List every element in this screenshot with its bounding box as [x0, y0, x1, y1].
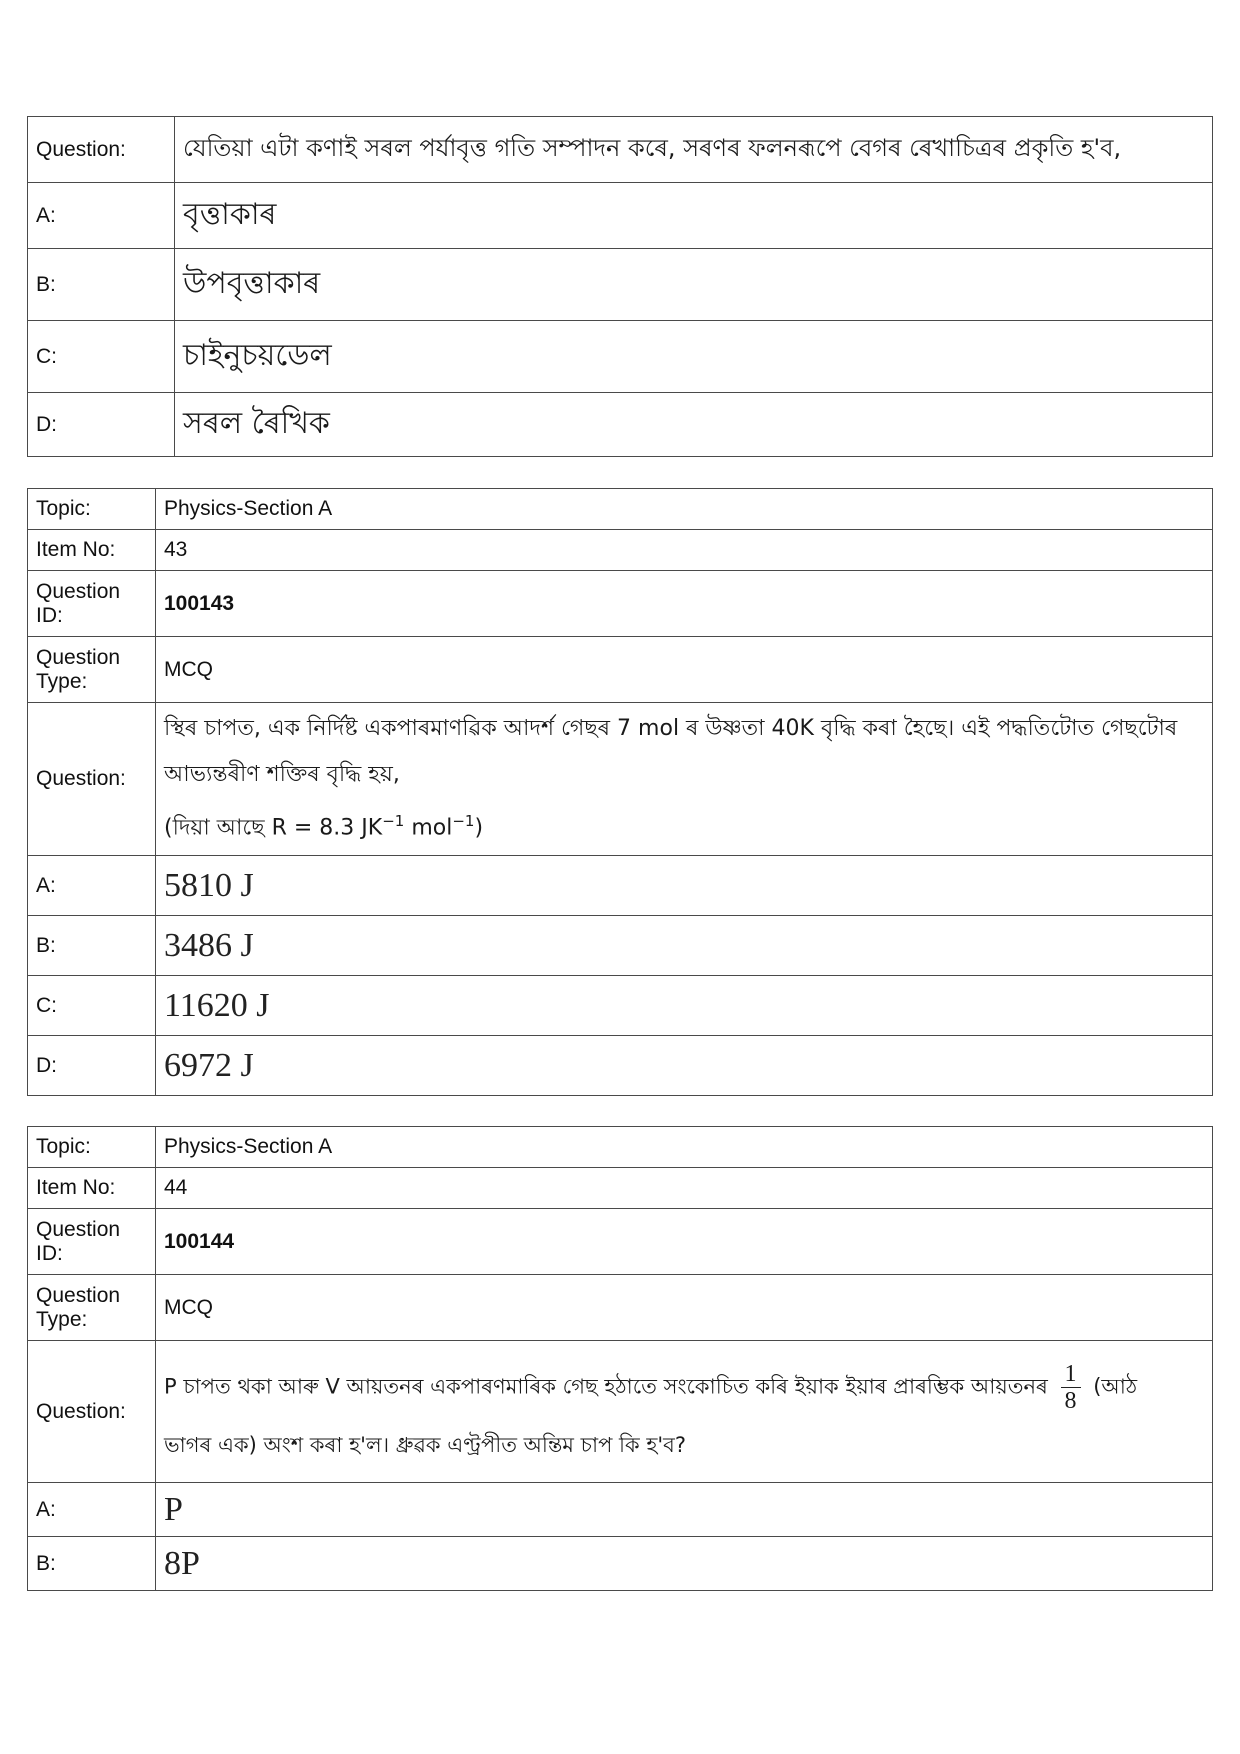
option-text: চাইনুচয়ডেল [175, 321, 1213, 393]
option-text: 5810 J [156, 856, 1213, 916]
question-text [156, 703, 1213, 856]
question-id-value: 100144 [156, 1209, 1213, 1275]
question-id-label: Question ID: [28, 1209, 156, 1275]
question-line-3: (দিয়া আছে R = 8.3 $JK^{-1}$ mol$^{-1}$) [164, 812, 484, 841]
option-label: C: [28, 976, 156, 1036]
question-label: Question: [28, 1341, 156, 1483]
option-label: B: [28, 1537, 156, 1591]
question-text: যেতিয়া এটা কণাই সৰল পৰ্যাবৃত্ত গতি সম্পাদন কৰে, সৰণৰ ফলনৰূপে বেগৰ ৰেখাচিত্ৰৰ প্ৰকৃতি হ'ব, [175, 117, 1213, 183]
option-row-a [28, 1483, 1213, 1537]
option-row-b [28, 1537, 1213, 1591]
option-row-b [28, 249, 1213, 321]
item-no-row [28, 1168, 1213, 1209]
option-row-b [28, 916, 1213, 976]
topic-row [28, 1127, 1213, 1168]
topic-row [28, 489, 1213, 530]
option-label: B: [28, 916, 156, 976]
option-text: 11620 J [156, 976, 1213, 1036]
question-text [156, 1341, 1213, 1483]
item-no-row [28, 530, 1213, 571]
question-table-2 [27, 488, 1213, 1096]
question-line-2: ভাগৰ এক) অংশ কৰা হ'ল। ধ্ৰুৱক এণ্ট্ৰপীত অন্তিম চাপ কি হ'ব? [164, 1433, 687, 1457]
option-label: C: [28, 321, 175, 393]
item-no-label: Item No: [28, 1168, 156, 1209]
option-row-d [28, 393, 1213, 457]
topic-value: Physics-Section A [156, 1127, 1213, 1168]
question-table-3 [27, 1126, 1213, 1591]
option-label: A: [28, 1483, 156, 1537]
question-table-1 [27, 116, 1213, 457]
option-text: সৰল ৰৈখিক [175, 393, 1213, 457]
topic-label: Topic: [28, 489, 156, 530]
option-row-a [28, 183, 1213, 249]
option-row-d [28, 1036, 1213, 1096]
option-label: D: [28, 393, 175, 457]
question-label: Question: [28, 117, 175, 183]
option-text: 3486 J [156, 916, 1213, 976]
question-line-1: স্থিৰ চাপত, এক নিৰ্দিষ্ট একপাৰমাণৱিক আদৰ্শ গেছৰ 7 mol ৰ উষ্ণতা 40K বৃদ্ধি কৰা হৈছে। এই পদ্ধতিটোত গেছটোৰ [164, 716, 1178, 742]
option-row-a [28, 856, 1213, 916]
item-no-label: Item No: [28, 530, 156, 571]
item-no-value: 43 [156, 530, 1213, 571]
fraction: $\frac{1}{8}$ [1061, 1361, 1081, 1414]
option-text: উপবৃত্তাকাৰ [175, 249, 1213, 321]
question-type-row [28, 637, 1213, 703]
question-row [28, 117, 1213, 183]
topic-label: Topic: [28, 1127, 156, 1168]
question-label: Question: [28, 703, 156, 856]
question-id-row [28, 571, 1213, 637]
question-type-value: MCQ [156, 637, 1213, 703]
item-no-value: 44 [156, 1168, 1213, 1209]
option-row-c [28, 976, 1213, 1036]
question-line-1: P চাপত থকা আৰু V আয়তনৰ একপাৰণমাৰিক গেছ হঠাতে সংকোচিত কৰি ইয়াক ইয়াৰ প্ৰাৰম্ভিক আয়তনৰ $\frac{1}{8}$ (আঠ [164, 1361, 1138, 1414]
question-line-2: আভ্যন্তৰীণ শক্তিৰ বৃদ্ধি হয়, [164, 762, 400, 788]
question-row [28, 703, 1213, 856]
option-row-c [28, 321, 1213, 393]
option-label: D: [28, 1036, 156, 1096]
question-id-row [28, 1209, 1213, 1275]
option-text: P [156, 1483, 1213, 1537]
question-id-label: Question ID: [28, 571, 156, 637]
option-label: A: [28, 183, 175, 249]
question-type-label: Question Type: [28, 1275, 156, 1341]
question-row [28, 1341, 1213, 1483]
option-text: 8P [156, 1537, 1213, 1591]
option-label: A: [28, 856, 156, 916]
question-type-row [28, 1275, 1213, 1341]
option-label: B: [28, 249, 175, 321]
question-id-value: 100143 [156, 571, 1213, 637]
question-type-value: MCQ [156, 1275, 1213, 1341]
topic-value: Physics-Section A [156, 489, 1213, 530]
option-text: বৃত্তাকাৰ [175, 183, 1213, 249]
question-type-label: Question Type: [28, 637, 156, 703]
option-text: 6972 J [156, 1036, 1213, 1096]
